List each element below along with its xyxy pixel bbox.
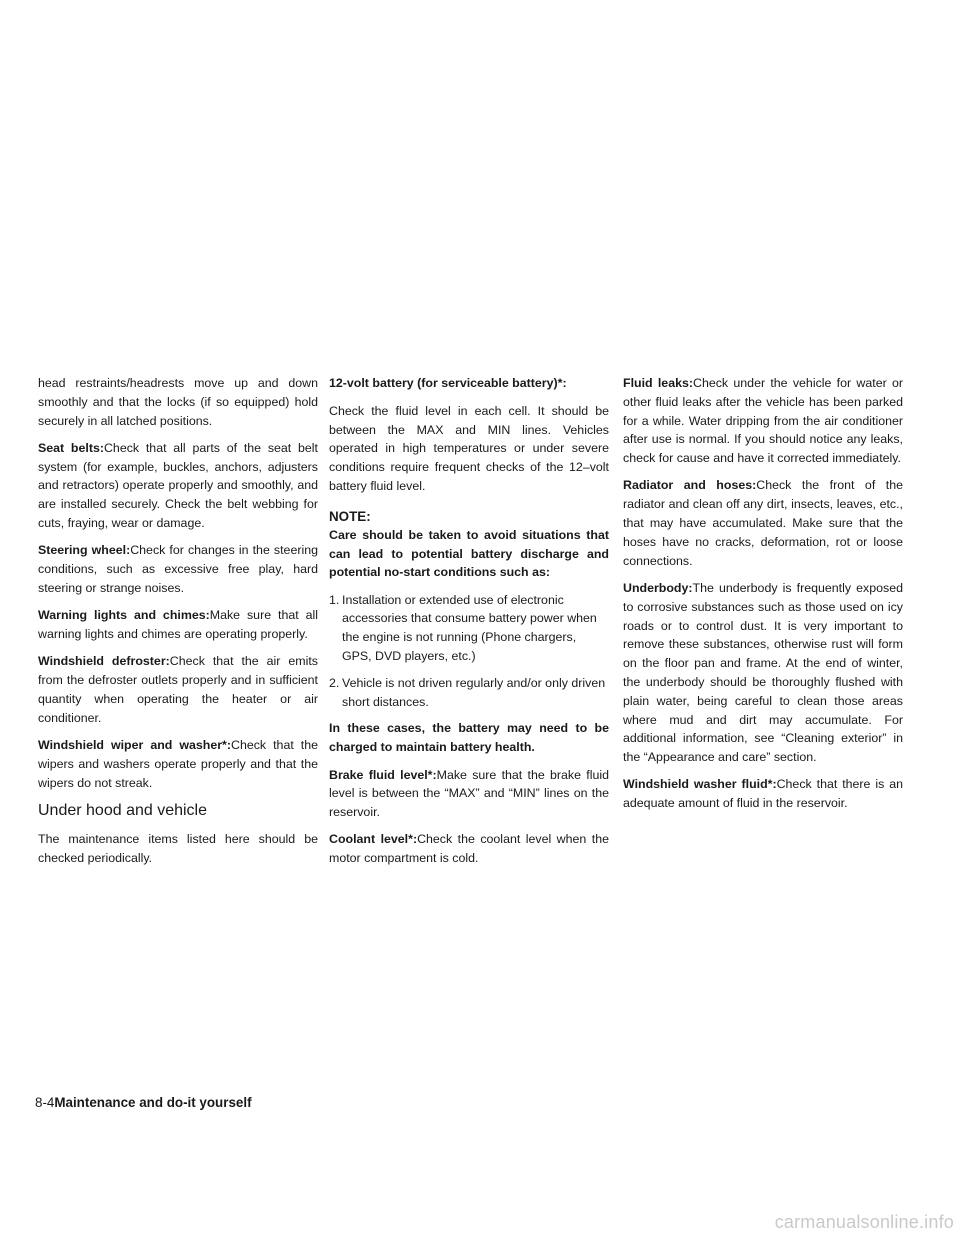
section-heading: Under hood and vehicle — [38, 801, 208, 819]
column-right — [623, 374, 903, 822]
watermark-link[interactable]: carmanualsonline.info — [774, 1212, 954, 1232]
chapter-title: Maintenance and do-it yourself — [54, 1095, 252, 1110]
item-steering-wheel — [38, 541, 318, 597]
note-outro: In these cases, the battery may need to be charged to maintain battery health. — [329, 721, 609, 755]
column-left — [38, 374, 318, 876]
term-label: Fluid leaks: — [623, 376, 693, 390]
term-text: Check the coolant level when the motor compartment is cold. — [329, 832, 609, 866]
item-windshield-defroster — [38, 652, 318, 727]
list-item — [329, 591, 609, 666]
note-intro: Care should be taken to avoid situations that can lead to potential battery discharge and potential no-start conditions such as: — [329, 527, 609, 580]
term-label: Steering wheel: — [38, 543, 131, 558]
list-item — [329, 674, 609, 712]
term-label: Coolant level*: — [329, 832, 418, 847]
note-heading: NOTE: — [329, 508, 371, 524]
column-middle — [329, 374, 609, 877]
term-text: Check that there is an adequate amount of fluid in the reservoir. — [623, 777, 903, 811]
term-text: Check the front of the radiator and clean off any dirt, insects, leaves, etc., that may have accumulated. Make sure that the hoses have no cracks, deformation, rot or loose connections. — [623, 478, 903, 568]
term-label: Warning lights and chimes: — [38, 608, 210, 623]
page-number: 8-4 — [35, 1095, 55, 1110]
list-text: Vehicle is not driven regularly and/or only driven short distances. — [342, 675, 606, 709]
term-label: Windshield defroster: — [38, 654, 170, 669]
list-number: 1. — [329, 592, 340, 607]
term-text: Check that all parts of the seat belt system (for example, buckles, anchors, adjusters and retractors) operate properly and smoothly, and are installed securely. Check the belt webbing for cuts, fraying, wear or damage. — [38, 440, 318, 531]
term-text: Make sure that all warning lights and chimes are operating properly. — [38, 608, 318, 642]
term-text: Check for changes in the steering conditions, such as excessive free play, hard steering or strange noises. — [38, 543, 318, 595]
item-windshield-wiper — [38, 736, 318, 792]
term-text: Check that the air emits from the defroster outlets properly and in sufficient quantity when operating the heater or air conditioner. — [38, 654, 318, 725]
term-label: Underbody: — [623, 580, 693, 595]
item-radiator-hoses — [623, 476, 903, 570]
item-warning-lights — [38, 606, 318, 644]
battery-heading: 12-volt battery (for serviceable battery)*: — [329, 376, 567, 390]
section-intro: The maintenance items listed here should be checked periodically. — [38, 831, 318, 865]
item-brake-fluid — [329, 766, 609, 822]
item-coolant-level — [329, 830, 609, 868]
term-text: Make sure that the brake fluid level is between the “MAX” and “MIN” lines on the reservoir. — [329, 767, 610, 820]
paragraph-head-restraints: head restraints/headrests move up and down smoothly and that the locks (if so equipped) hold securely in all latched positions. — [38, 376, 318, 428]
item-washer-fluid — [623, 775, 903, 813]
list-text: Installation or extended use of electronic accessories that consume battery power when the engine is not running (Phone chargers, GPS, DVD players, etc.) — [342, 592, 597, 664]
battery-text: Check the fluid level in each cell. It should be between the MAX and MIN lines. Vehicles operated in high temperatures or under severe conditions require frequent checks of the 12–volt battery fluid level. — [329, 403, 609, 493]
term-text: The underbody is frequently exposed to corrosive substances such as those used on icy roads or to control dust. It is very important to remove these substances, otherwise rust will form on the floor pan and frame. At the end of winter, the underbody should be thoroughly flushed with plain water, being careful to clean those areas where mud and dirt may accumulate. For additional information, see “Cleaning exterior” in the “Appearance and care” section. — [623, 580, 903, 765]
term-label: Windshield washer fluid*: — [623, 777, 777, 792]
item-underbody — [623, 579, 903, 767]
term-label: Brake fluid level*: — [329, 767, 437, 782]
page-footer — [35, 1094, 252, 1112]
item-fluid-leaks — [623, 374, 903, 468]
list-number: 2. — [329, 675, 340, 690]
term-text: Check under the vehicle for water or other fluid leaks after the vehicle has been parked for a while. Water dripping from the air conditioner after use is normal. If you should notice any leaks, check for cause and have it corrected immediately. — [623, 376, 903, 466]
term-label: Radiator and hoses: — [623, 478, 757, 493]
term-label: Seat belts: — [38, 440, 104, 455]
term-label: Windshield wiper and washer*: — [38, 738, 231, 753]
item-seat-belts — [38, 439, 318, 533]
term-text: Check that the wipers and washers operate properly and that the wipers do not streak. — [38, 738, 318, 790]
